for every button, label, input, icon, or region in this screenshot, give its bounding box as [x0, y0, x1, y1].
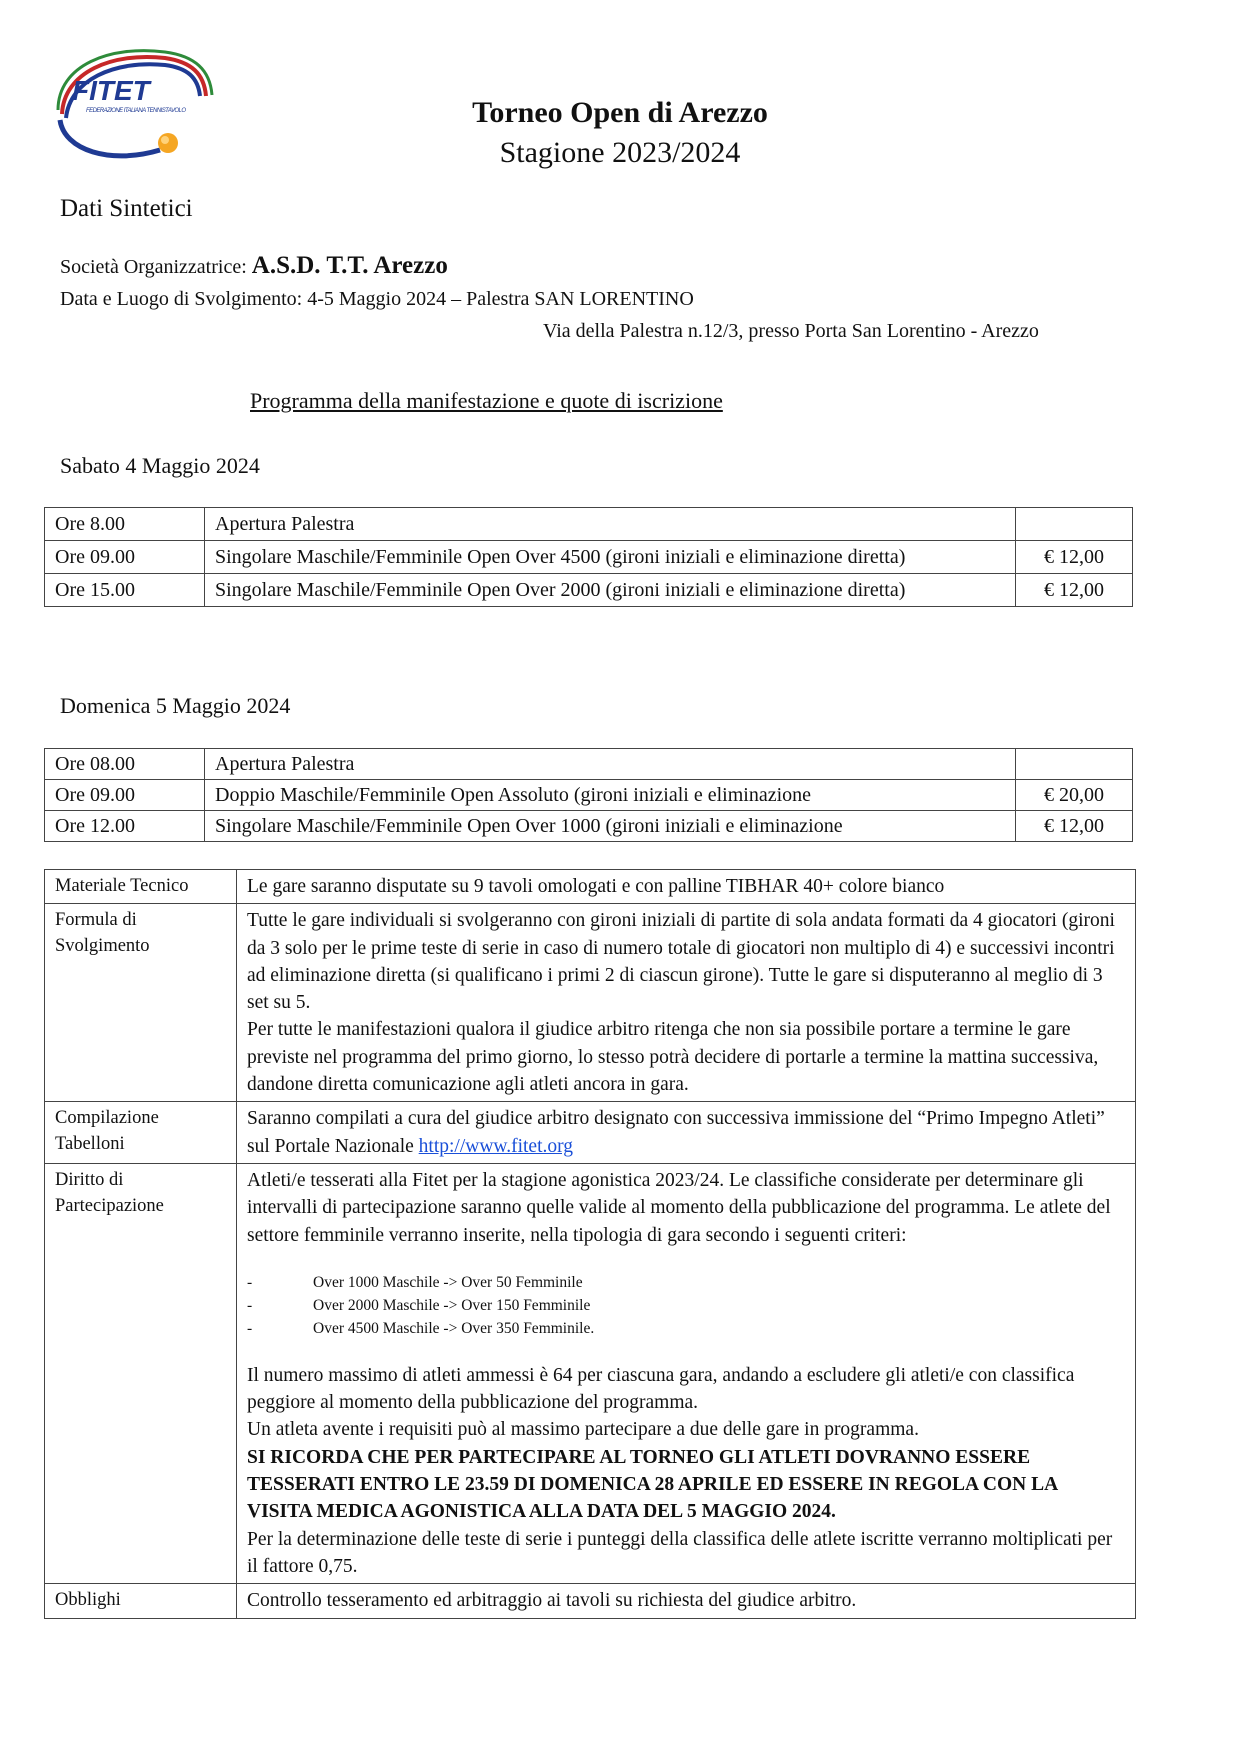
table-row	[45, 508, 1133, 541]
table-row	[45, 780, 1133, 811]
fitet-link[interactable]: http://www.fitet.org	[418, 1135, 574, 1157]
rule-paragraph: Tutte le gare individuali si svolgeranno con gironi iniziali di partite di sola andata formati da 4 giocatori (gironi da 3 solo per le prime teste di serie in caso di numero totale di giocatori non multiplo di 4) e successivi incontri ad eliminazione diretta (si qualificano i primi 2 di ciascun girone). Tutte le gare si disputeranno al meglio di 3 set su 5.	[247, 910, 1115, 1014]
schedule-event: Singolare Maschile/Femminile Open Over 4500 (gironi iniziali e eliminazione diretta)	[205, 541, 1016, 574]
table-row	[45, 749, 1133, 780]
table-row	[45, 1102, 1136, 1164]
schedule-price: € 12,00	[1016, 811, 1133, 842]
program-heading: Programma della manifestazione e quote di iscrizione	[250, 388, 723, 413]
table-row	[45, 870, 1136, 904]
rule-paragraph: Atleti/e tesserati alla Fitet per la stagione agonistica 2023/24. Le classifiche considerate per determinare gli intervalli di partecipazione saranno quelle valide al momento della pubblicazione del programma. Le atlete del settore femminile verranno inserite, nella tipologia di gara secondo i seguenti criteri:	[247, 1169, 1111, 1246]
rules-table	[44, 869, 1136, 1619]
schedule-event: Singolare Maschile/Femminile Open Over 1000 (gironi iniziali e eliminazione	[205, 811, 1016, 842]
rule-label: Materiale Tecnico	[45, 870, 237, 904]
rule-text	[237, 904, 1136, 1102]
date-place-line	[60, 288, 694, 311]
schedule-event: Singolare Maschile/Femminile Open Over 2000 (gironi iniziali e eliminazione diretta)	[205, 574, 1016, 607]
rule-label: Formula di Svolgimento	[45, 904, 237, 1102]
list-item	[247, 1294, 1125, 1317]
table-row	[45, 904, 1136, 1102]
list-item-text: Over 1000 Maschile -> Over 50 Femminile	[313, 1273, 583, 1291]
date-place-value: 4-5 Maggio 2024 – Palestra SAN LORENTINO	[307, 288, 694, 310]
table-row	[45, 1163, 1136, 1583]
saturday-heading: Sabato 4 Maggio 2024	[60, 453, 260, 478]
fitet-logo	[50, 40, 220, 165]
schedule-price: € 12,00	[1016, 541, 1133, 574]
logo-subtext: FEDERAZIONE ITALIANA TENNISTAVOLO	[86, 108, 186, 114]
list-item	[247, 1271, 1125, 1294]
list-item-text: Over 4500 Maschile -> Over 350 Femminile.	[313, 1319, 595, 1337]
rule-label: Diritto di Partecipazione	[45, 1163, 237, 1583]
schedule-price: € 20,00	[1016, 780, 1133, 811]
schedule-time: Ore 15.00	[45, 574, 205, 607]
list-dash: -	[247, 1296, 253, 1314]
rule-text	[237, 1102, 1136, 1164]
rule-label: Compilazione Tabelloni	[45, 1102, 237, 1164]
venue-address: Via della Palestra n.12/3, presso Porta San Lorentino - Arezzo	[543, 320, 1039, 342]
table-row	[45, 811, 1133, 842]
sunday-heading: Domenica 5 Maggio 2024	[60, 693, 291, 718]
page-title: Torneo Open di Arezzo	[472, 96, 768, 129]
table-row	[45, 1584, 1136, 1618]
list-item-text: Over 2000 Maschile -> Over 150 Femminile	[313, 1296, 591, 1314]
rule-paragraph: Per tutte le manifestazioni qualora il giudice arbitro ritenga che non sia possibile portare a termine le gare previste nel programma del primo giorno, lo stesso potrà decidere di portarle a termine la mattina successiva, dandone diretta comunicazione agli atleti ancora in gara.	[247, 1019, 1099, 1096]
schedule-price: € 12,00	[1016, 574, 1133, 607]
table-row	[45, 541, 1133, 574]
organizer-value: A.S.D. T.T. Arezzo	[251, 252, 448, 279]
section-heading-dati-sintetici: Dati Sintetici	[60, 195, 193, 222]
rule-label: Obblighi	[45, 1584, 237, 1618]
schedule-price	[1016, 508, 1133, 541]
rule-paragraph: Saranno compilati a cura del giudice arbitro designato con successiva immissione del “Primo Impegno Atleti” sul Portale Nazionale	[247, 1108, 1105, 1157]
logo-text: FITET	[72, 75, 150, 106]
criteria-list	[247, 1271, 1125, 1340]
season-subtitle: Stagione 2023/2024	[499, 136, 741, 169]
schedule-time: Ore 08.00	[45, 749, 205, 780]
rule-warning: SI RICORDA CHE PER PARTECIPARE AL TORNEO GLI ATLETI DOVRANNO ESSERE TESSERATI ENTRO LE 23.59 DI DOMENICA 28 APRILE ED ESSERE IN REGOLA CON LA VISITA MEDICA AGONISTICA ALLA DATA DEL 5 MAGGIO 2024.	[247, 1446, 1058, 1523]
rule-text: Controllo tesseramento ed arbitraggio ai tavoli su richiesta del giudice arbitro.	[237, 1584, 1136, 1618]
organizer-label: Società Organizzatrice:	[60, 256, 247, 278]
sunday-schedule-table	[44, 748, 1133, 842]
schedule-event: Apertura Palestra	[205, 508, 1016, 541]
rule-paragraph: Un atleta avente i requisiti può al massimo partecipare a due delle gare in programma.	[247, 1419, 919, 1441]
list-dash: -	[247, 1319, 253, 1337]
schedule-price	[1016, 749, 1133, 780]
schedule-time: Ore 12.00	[45, 811, 205, 842]
schedule-time: Ore 09.00	[45, 780, 205, 811]
schedule-event: Apertura Palestra	[205, 749, 1016, 780]
table-row	[45, 574, 1133, 607]
rule-paragraph: Per la determinazione delle teste di serie i punteggi della classifica delle atlete iscritte verranno moltiplicati per il fattore 0,75.	[247, 1528, 1113, 1577]
schedule-time: Ore 8.00	[45, 508, 205, 541]
rule-text	[237, 1163, 1136, 1583]
rule-paragraph: Il numero massimo di atleti ammessi è 64 per ciascuna gara, andando a escludere gli atleti/e con classifica peggiore al momento della pubblicazione del programma.	[247, 1364, 1075, 1414]
list-item	[247, 1317, 1125, 1340]
date-place-label: Data e Luogo di Svolgimento:	[60, 288, 303, 310]
organizer-line	[60, 252, 448, 280]
saturday-schedule-table	[44, 507, 1133, 607]
schedule-event: Doppio Maschile/Femminile Open Assoluto (gironi iniziali e eliminazione	[205, 780, 1016, 811]
list-dash: -	[247, 1273, 253, 1291]
schedule-time: Ore 09.00	[45, 541, 205, 574]
rule-text: Le gare saranno disputate su 9 tavoli omologati e con palline TIBHAR 40+ colore bianco	[237, 870, 1136, 904]
